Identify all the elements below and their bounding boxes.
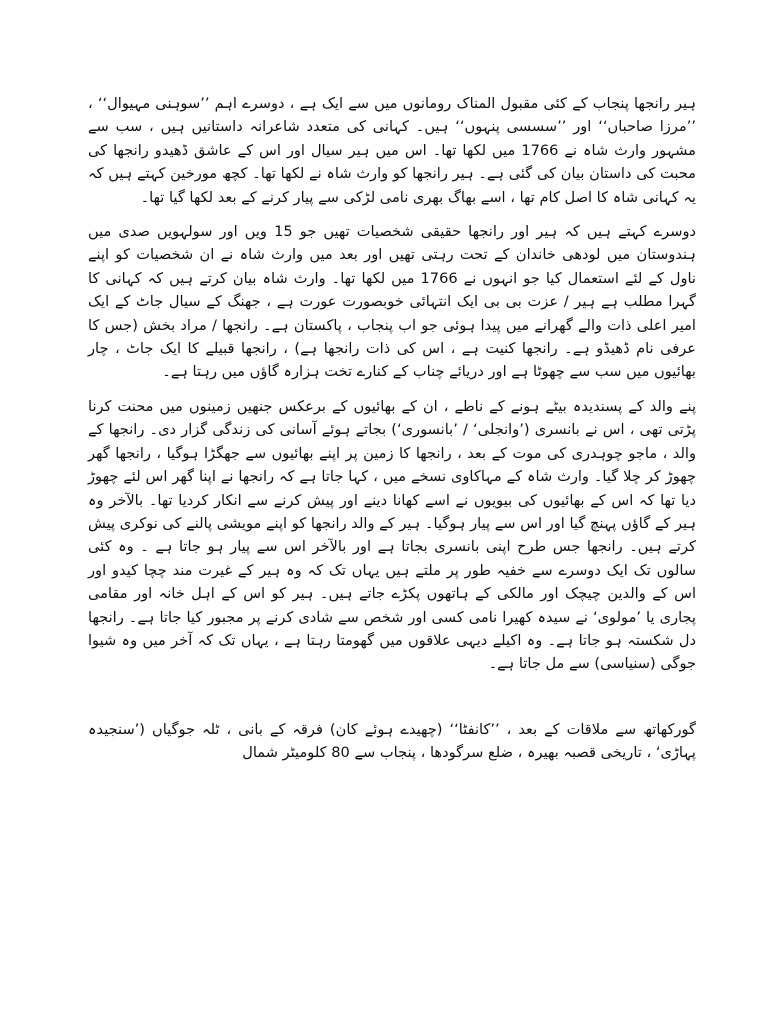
document-body xyxy=(88,92,696,776)
paragraph-3: پنے والد کے پسندیدہ بیٹے ہونے کے ناطے ، ان کے بھائیوں کے برعکس جنھیں زمینوں میں محنت کرنا پڑتی تھی ، اس نے بانسری (’وانجلی‘ / ’بانسوری‘) بجاتے ہوئے آسانی کی زندگی گزار دی۔ رانجھا کے والد ، ماجو چوہدری کی موت کے بعد ، رانجھا کا زمین پر اپنے بھائیوں سے جھگڑا ہوگیا ، رانجھا گھر چھوڑ کر چلا گیا۔ وارث شاہ کے مہاکاوی نسخے میں ، کہا جاتا ہے کہ رانجھا نے اپنا گھر اس لئے چھوڑ دیا تھا کہ اس کے بھائیوں کی بیویوں نے اسے کھانا دینے اور پیش کرنے سے انکار کردیا تھا۔ بالآخر وہ ہیر کے گاؤں پہنچ گیا اور اس سے پیار ہوگیا۔ ہیر کے والد رانجھا کو اپنے مویشی پالنے کی نوکری پیش کرتے ہیں۔ رانجھا جس طرح اپنی بانسری بجاتا ہے اور بالآخر اس سے پیار ہو جاتا ہے ۔ وہ کئی سالوں تک ایک دوسرے سے خفیہ طور پر ملتے ہیں یہاں تک کہ وہ ہیر کے غیرت مند چچا کیدو اور اس کے والدین چیچک اور مالکی کے ہاتھوں پکڑے جاتے ہیں۔ ہیر کو اس کے اہل خانہ اور مقامی پجاری یا ’مولوی‘ نے سیدہ کھیرا نامی کسی اور شخص سے شادی کرنے پر مجبور کیا جاتا ہے۔ رانجھا دل شکستہ ہو جاتا ہے۔ وہ اکیلے دیہی علاقوں میں گھومتا رہتا ہے ، یہاں تک کہ آخر میں وہ شیوا جوگی (سنیاسی) سے مل جاتا ہے۔ xyxy=(88,397,696,673)
paragraph-4: گورکھاتھ سے ملاقات کے بعد ، ’’کانفٹا‘‘ (چھیدے ہوئے کان) فرقہ کے بانی ، ٹلہ جوگیاں (’سنجیدہ پہاڑی‘ ، تاریخی قصبہ بھیرہ ، ضلع سرگودھا ، پنجاب سے 80 کلومیٹر شمال xyxy=(88,720,696,762)
paragraph-2: دوسرے کہتے ہیں کہ ہیر اور رانجھا حقیقی شخصیات تھیں جو 15 ویں اور سولہویں صدی میں ہندوستان میں لودھی خاندان کے تحت رہتی تھیں اور بعد میں وارث شاہ نے ان شخصیات کو اپنے ناول کے لئے استعمال کیا جو انہوں نے 1766 میں لکھا تھا۔ وارث شاہ بیان کرتے ہیں کہ کہانی کا گہرا مطلب ہے ہیر / عزت بی بی ایک انتہائی خوبصورت عورت ہے ، جھنگ کے سیال جاٹ کے ایک امیر اعلی ذات والے گھرانے میں پیدا ہوئی جو اب پنجاب ، پاکستان ہے۔ رانجھا / مراد بخش (جس کا عرفی نام ڈھیڈو ہے۔ رانجھا کنیت ہے ، اس کی ذات رانجھا ہے) ، رانجھا قبیلے کا ایک جاٹ ، چار بھائیوں میں سب سے چھوٹا ہے اور دریائے چناب کے کنارے تخت ہزارہ گاؤں میں رہتا ہے۔ xyxy=(88,223,696,381)
paragraph-1: ہیر رانجھا پنجاب کے کئی مقبول المناک رومانوں میں سے ایک ہے ، دوسرے اہم ’’سوہنی مہیوال‘‘ ، ’’مرزا صاحباں‘‘ اور ’’سسسی پنہوں‘‘ ہیں۔ کہانی کی متعدد شاعرانہ داستانیں ہیں ، سب سے مشہور وارث شاہ نے 1766 میں لکھا تھا۔ اس میں ہیر سیال اور اس کے عاشق ڈھیدو رانجھا کی محبت کی داستان بیان کی گئی ہے۔ ہیر رانجھا کو وارث شاہ نے لکھا تھا۔ کچھ مورخین کہتے ہیں کہ یہ کہانی شاہ کا اصل کام تھا ، اسے بھاگ بھری نامی لڑکی سے پیار کرنے کے بعد لکھا گیا تھا۔ xyxy=(88,95,696,206)
